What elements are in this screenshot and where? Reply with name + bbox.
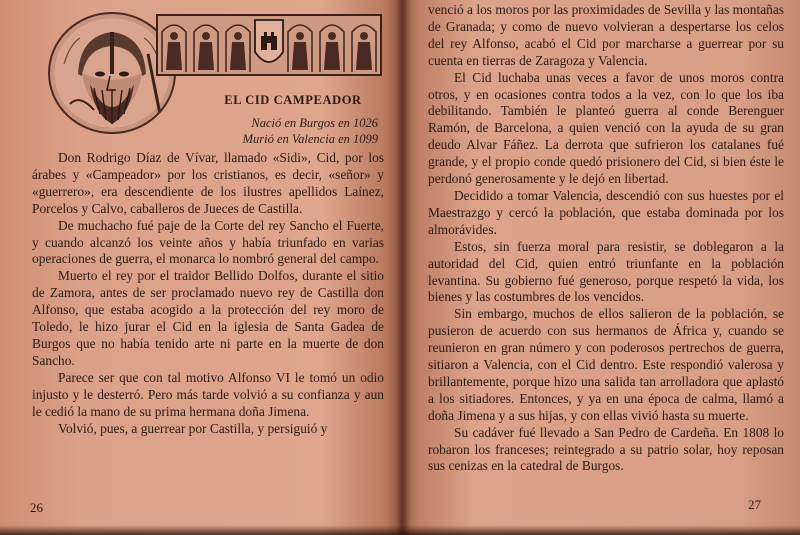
- book-gutter: [396, 0, 410, 535]
- left-page-text: [32, 150, 384, 437]
- right-page-text: [428, 2, 784, 475]
- paragraph: Don Rodrigo Díaz de Vívar, llamado «Sidi», Cid, por los árabes y «Campeador» por los cristianos, es decir, «señor» y «guerrero», era descendiente de los ilustres apellidos Laínez, Porcelos y Calvo, caballeros de Jueces de Castilla.: [32, 150, 384, 216]
- birth-line: Nació en Burgos en 1026: [251, 116, 378, 130]
- paragraph: Volvió, pues, a guerrear por Castilla, y persiguió y: [58, 420, 328, 436]
- chapter-title: EL CID CAMPEADOR: [224, 93, 362, 107]
- paragraph: Su cadáver fué llevado a San Pedro de Cardeña. En 1808 lo robaron los franceses; reintegrado a su patrio solar, hoy reposan sus cenizas en la catedral de Burgos.: [428, 424, 784, 474]
- page-number-right: 27: [748, 497, 761, 512]
- paragraph: venció a los moros por las proximidades de Sevilla y las montañas de Granada; y como de nuevo volvieran a despertarse los celos del rey Alfonso, acabó el Cid por marcharse a guerrear por su cuenta en tierras de Zaragoza y Valencia.: [428, 2, 784, 68]
- paragraph: Muerto el rey por el traidor Bellido Dolfos, durante el sitio de Zamora, antes de ser proclamado nuevo rey de Castilla don Alfonso, que estaba acogido a la protección del rey moro de Toledo, le hizo jurar el Cid en la iglesia de Santa Gadea de Burgos que no había tenido arte ni parte en la muerte de don Sancho.: [32, 268, 384, 368]
- death-line: Murió en Valencia en 1099: [242, 132, 378, 146]
- paragraph: Decidido a tomar Valencia, descendió con sus huestes por el Maestrazgo y cercó la población, que estaba dominada por los almorávides.: [428, 187, 784, 237]
- paragraph: De muchacho fué paje de la Corte del rey Sancho el Fuerte, y cuando alcanzó los veinte años y había triunfado en varias operaciones de guerra, el monarca lo nombró general del campo.: [32, 217, 384, 267]
- right-page: [402, 0, 800, 535]
- paragraph: Parece ser que con tal motivo Alfonso VI le tomó un odio injusto y le desterró. Pero más tarde volvió a su confianza y aun le cedió la mano de su prima hermana doña Jimena.: [32, 369, 384, 419]
- paragraph: Estos, sin fuerza moral para resistir, se doblegaron a la autoridad del Cid, quien entró triunfante en la población levantina. Su gobierno fué generoso, porque respetó la vida, los bienes y las costumbres de los vencidos.: [428, 238, 784, 305]
- saints-frieze-with-castle-shield-icon: [156, 14, 382, 76]
- paragraph: Sin embargo, muchos de ellos salieron de la población, se pusieron de acuerdo con sus hermanos de África y, cuando se reunieron en gran número y con poderosos pertrechos de guerra, sitiaron a Valencia, con el Cid dentro. Este respondió valerosa y brillantemente, porque hizo una salida tan arrolladora que aplastó a los sitiadores. Entonces, y ya en una época de calma, llamó a doña Jimena y a sus hijas, y con ellas vivió hasta su muerte.: [428, 306, 784, 423]
- page-number-left: 26: [30, 500, 43, 515]
- page-bottom-edge: [0, 525, 800, 535]
- paragraph: El Cid luchaba unas veces a favor de unos moros contra otros, y en ocasiones contra todos a la vez, con lo que los iba debilitando. También le planteó guerra al conde Berenguer Ramón, de Barcelona, a quien venció con la ayuda de su gran deudo Alvar Fáñez. La derrota que sufrieron los catalanes fué grande, y el propio conde quedó prisionero del Cid, si bien éste le perdonó generosamente y le dejó en libertad.: [428, 69, 784, 187]
